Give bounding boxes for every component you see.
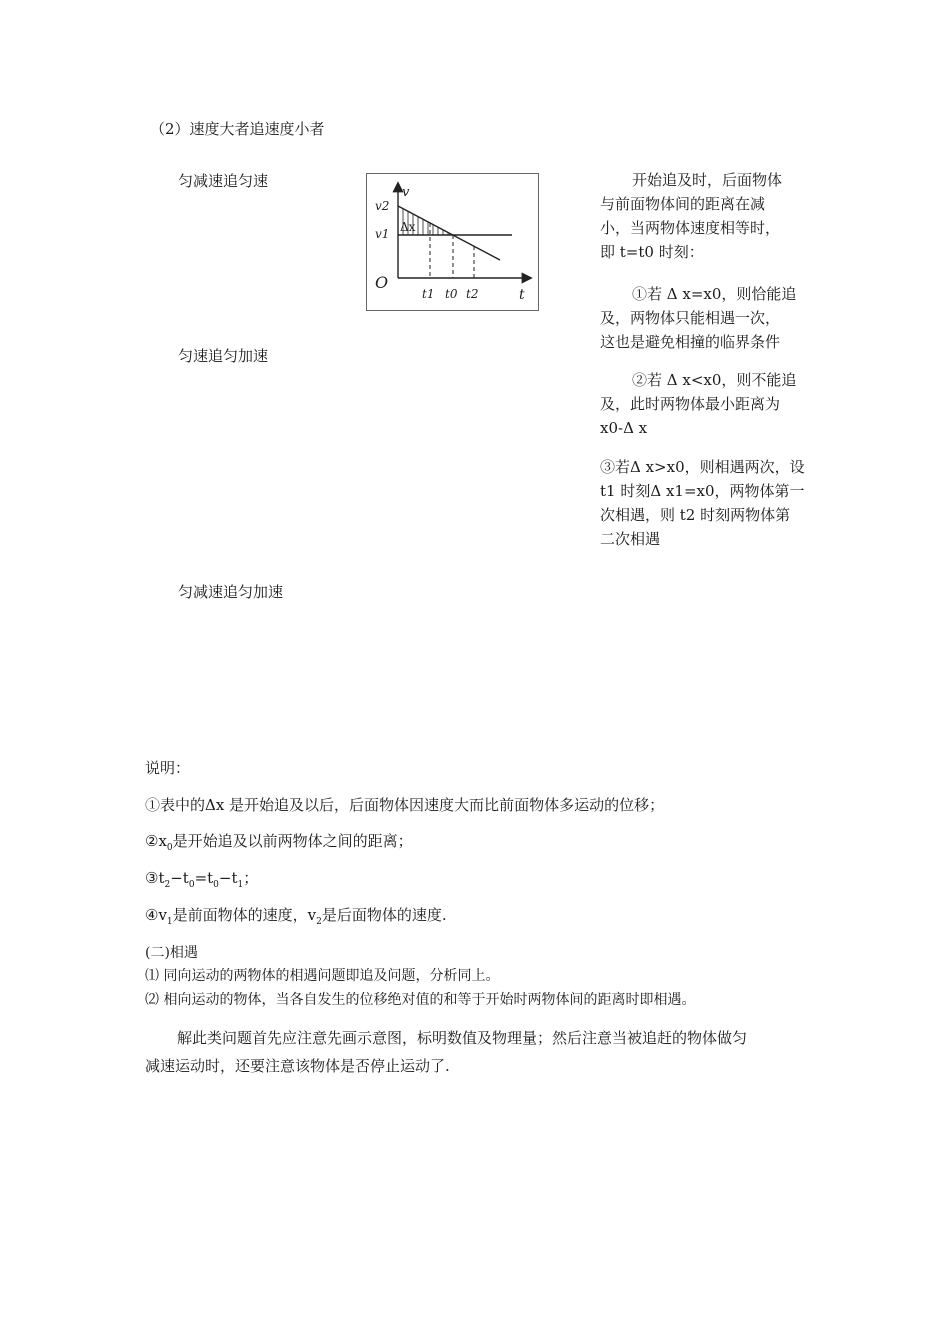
case2-line-3: x0-Δ x	[600, 419, 648, 437]
case2-line-1: ②若 Δ x<x0，则不能追	[632, 371, 797, 389]
graph-svg	[367, 174, 538, 310]
case2-line-2: 及，此时两物体最小距离为	[600, 395, 781, 413]
t1-label: t1	[422, 287, 435, 301]
case3-line-4: 二次相遇	[600, 530, 661, 548]
notes-heading: 说明：	[145, 759, 191, 777]
t0-label: t0	[445, 287, 458, 301]
case1-line-1: ①若 Δ x=x0，则恰能追	[632, 285, 797, 303]
intro-line-1: 开始追及时，后面物体	[632, 171, 783, 189]
t2-label: t2	[466, 287, 479, 301]
case1-line-3: 这也是避免相撞的临界条件	[600, 333, 781, 351]
row-label-decel-vs-accel: 匀减速追匀加速	[178, 583, 284, 601]
section-title: （2）速度大者追速度小者	[150, 120, 325, 138]
case3-line-1: ③若Δ x>x0，则相遇两次，设	[600, 458, 805, 476]
case3-text	[600, 455, 810, 551]
case3-line-3: 次相遇，则 t2 时刻两物体第	[600, 506, 791, 524]
case2-text	[600, 368, 810, 440]
intro-line-3: 小，当两物体速度相等时，	[600, 219, 781, 237]
note-4: $④v_1$是前面物体的速度，$v_2$是后面物体的速度.	[145, 906, 447, 927]
delta-x-label: Δx	[400, 220, 416, 234]
meet-item-2: ⑵ 相向运动的物体，当各自发生的位移绝对值的和等于开始时两物体间的距离时即相遇。	[145, 992, 696, 1008]
meet-item-1: ⑴ 同向运动的两物体的相遇问题即追及问题，分析同上。	[145, 968, 500, 984]
final-paragraph-line-1: 解此类问题首先应注意先画示意图，标明数值及物理量；然后注意当被追赶的物体做匀	[177, 1029, 748, 1047]
note-2: $②x_0$是开始追及以前两物体之间的距离；	[145, 832, 413, 853]
meet-heading: (二)相遇	[145, 945, 198, 961]
axis-label-v: v	[402, 185, 410, 200]
intro-line-4: 即 t=t0 时刻：	[600, 243, 704, 261]
case1-line-2: 及，两物体只能相遇一次，	[600, 309, 781, 327]
intro-line-2: 与前面物体间的距离在减	[600, 195, 766, 213]
origin-label: O	[375, 273, 389, 292]
row-label-uniform-vs-accel: 匀速追匀加速	[178, 347, 269, 365]
note-3: $③t_2-t_0=t_0-t_1$；	[145, 869, 259, 890]
final-paragraph-line-2: 减速运动时，还要注意该物体是否停止运动了.	[145, 1057, 450, 1075]
intro-text	[600, 168, 810, 264]
case3-line-2: t1 时刻Δ x1=x0，两物体第一	[600, 482, 805, 500]
row-label-decel-vs-uniform: 匀减速追匀速	[178, 172, 269, 190]
velocity-time-graph	[366, 173, 539, 311]
v2-label: v2	[375, 199, 390, 213]
note-1: ①表中的Δx 是开始追及以后，后面物体因速度大而比前面物体多运动的位移；	[145, 796, 665, 814]
axis-label-t: t	[519, 287, 525, 303]
case1-text	[600, 282, 810, 354]
v1-label: v1	[375, 227, 390, 241]
